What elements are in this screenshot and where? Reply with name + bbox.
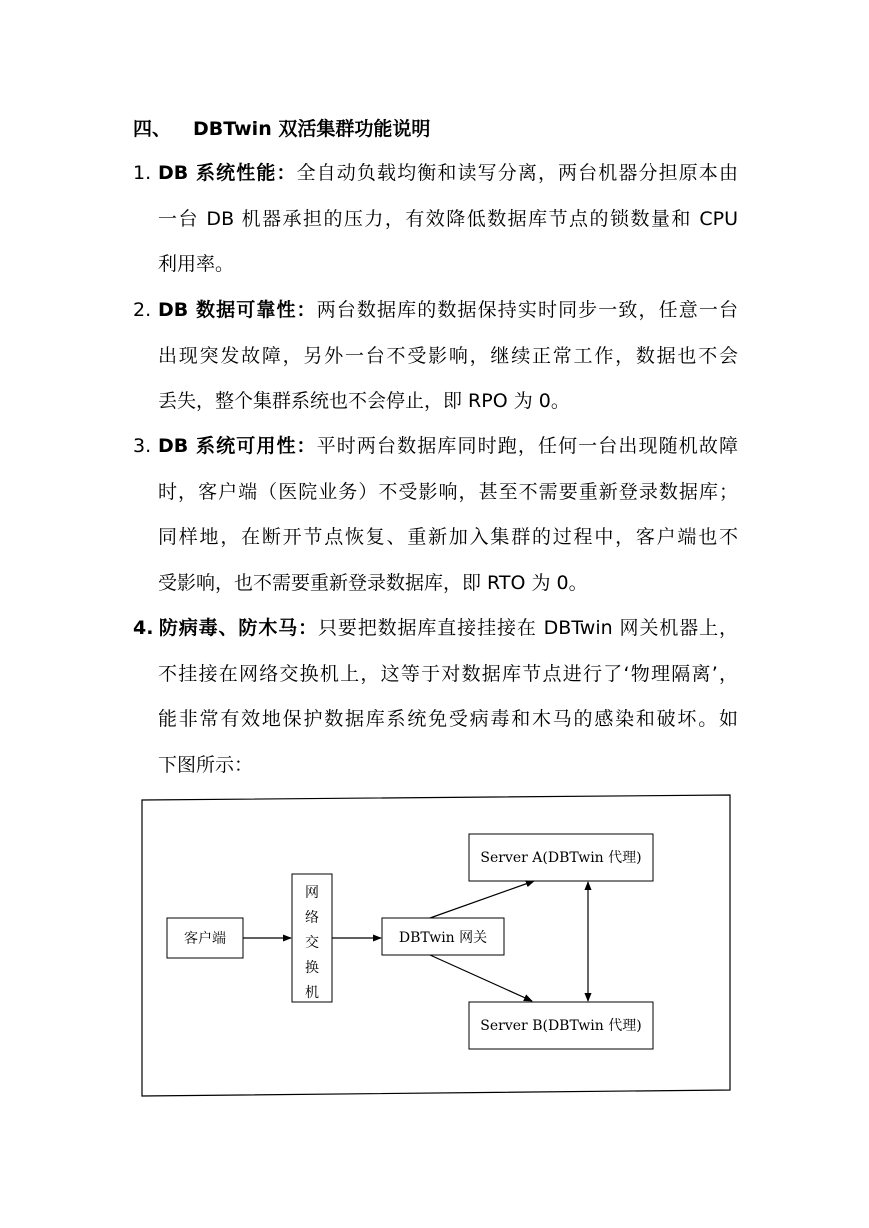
item-text-line: 时，客户端（医院业务）不受影响，甚至不需要重新登录数据库； xyxy=(158,480,738,503)
switch-label-char: 络 xyxy=(305,910,319,926)
item-text-line: 同样地，在断开节点恢复、重新加入集群的过程中，客户端也不 xyxy=(158,526,738,549)
item-number: 4. xyxy=(133,617,154,639)
item-text-line: 全自动负载均衡和读写分离，两台机器分担原本由 xyxy=(296,162,738,184)
item-text-line: 两台数据库的数据保持实时同步一致，任意一台 xyxy=(316,299,738,321)
gateway-to-server-b-arrow xyxy=(430,955,532,1001)
switch-label-char: 交 xyxy=(305,935,319,951)
list-item-antivirus xyxy=(133,606,738,788)
list-item-performance xyxy=(133,151,738,288)
client-node xyxy=(167,918,243,958)
item-term: 防病毒、防木马： xyxy=(158,617,318,639)
switch-label-char: 网 xyxy=(305,885,319,901)
item-text-line: 不挂接在网络交换机上，这等于对数据库节点进行了‘物理隔离’， xyxy=(158,662,738,685)
item-number: 3. xyxy=(133,435,152,457)
item-number: 1. xyxy=(133,162,152,184)
item-text-line: 只要把数据库直接挂接在 DBTwin 网关机器上， xyxy=(317,617,738,639)
gateway-node xyxy=(382,918,504,955)
item-text-line: 平时两台数据库同时跑，任何一台出现随机故障 xyxy=(316,435,738,457)
switch-label-char: 换 xyxy=(305,960,319,976)
gateway-label: DBTwin 网关 xyxy=(398,930,488,946)
list-item-reliability xyxy=(133,288,738,425)
item-text-line: 丢失，整个集群系统也不会停止，即 RPO 为 0。 xyxy=(158,390,570,413)
client-label: 客户端 xyxy=(184,931,226,947)
item-text-line: 一台 DB 机器承担的压力，有效降低数据库节点的锁数量和 CPU xyxy=(158,207,738,230)
section-title: DBTwin 双活集群功能说明 xyxy=(193,118,431,140)
gateway-to-server-a-arrow xyxy=(430,881,534,918)
network-diagram xyxy=(140,794,734,1100)
item-text-line: 能非常有效地保护数据库系统免受病毒和木马的感染和破坏。如 xyxy=(158,708,738,731)
item-text-line: 下图所示： xyxy=(158,753,254,776)
server-a-label: Server A(DBTwin 代理) xyxy=(480,850,642,866)
switch-node xyxy=(292,874,332,1002)
server-b-label: Server B(DBTwin 代理) xyxy=(480,1018,642,1034)
list-item-availability xyxy=(133,424,738,606)
item-text-line: 受影响，也不需要重新登录数据库，即 RTO 为 0。 xyxy=(158,571,588,594)
item-text-line: 出现突发故障，另外一台不受影响，继续正常工作，数据也不会 xyxy=(158,344,738,367)
switch-label-char: 机 xyxy=(305,985,319,1001)
item-term: DB 系统可用性： xyxy=(158,435,317,457)
item-number: 2. xyxy=(133,299,152,321)
item-term: DB 系统性能： xyxy=(158,162,297,184)
section-heading xyxy=(133,114,430,141)
item-text-line: 利用率。 xyxy=(158,253,235,276)
server-b-node xyxy=(469,1002,653,1049)
item-term: DB 数据可靠性： xyxy=(158,299,317,321)
server-a-node xyxy=(469,834,653,881)
section-number: 四、 xyxy=(133,118,172,140)
